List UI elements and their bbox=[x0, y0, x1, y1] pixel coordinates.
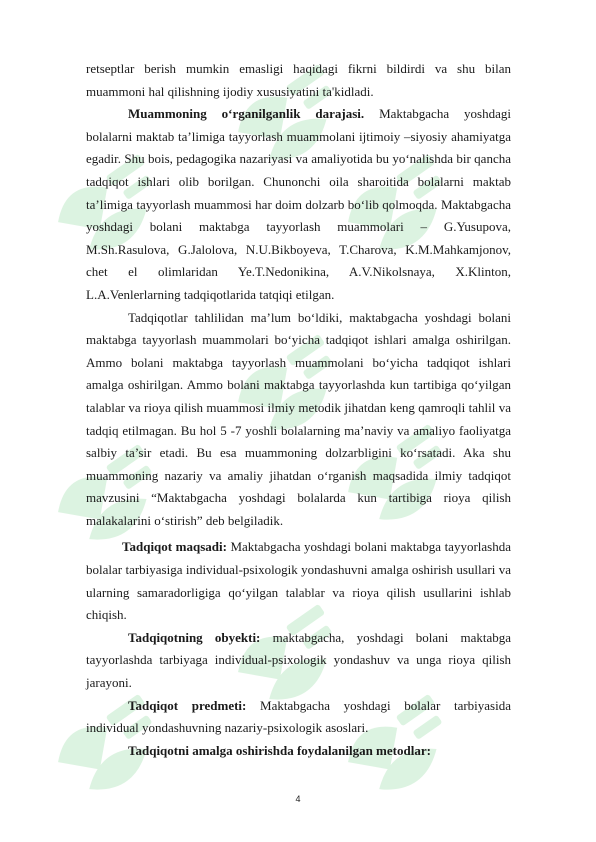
paragraph-analysis bbox=[86, 307, 511, 533]
paragraph-1-text: retseptlar berish mumkin emasligi haqidagi fikrni bildirdi va shu bilan muammoni hal qilishning ijodiy xususiyatini ta'kidladi. bbox=[86, 61, 511, 99]
paragraph-1 bbox=[86, 58, 511, 103]
paragraph-subject bbox=[86, 695, 511, 740]
body-text bbox=[86, 58, 511, 762]
paragraph-6-text: Maktabgacha yoshdagi bolalar tarbiyasida individual yondashuvning nazariy-psixologik asoslari. bbox=[86, 697, 511, 736]
page-number: 4 bbox=[295, 794, 301, 804]
paragraph-6-heading: Tadqiqot predmeti: bbox=[128, 697, 247, 713]
paragraph-4-heading: Tadqiqot maqsadi: bbox=[122, 539, 227, 555]
paragraph-2-text: Maktabgacha yoshdagi bolalarni maktab ta’limiga tayyorlash muammolani ijtimoiy –siyosiy ahamiyatga egadir. Shu bois, pedagogika nazariyasi va amaliyotida bu yo‘nalishda bir qancha tadqiqot ishlari olib borilgan. Chunonchi oila sharoitida bolalarni maktab ta’limiga tayyorlash muammosi har doim dolzarb bo‘lib qolmoqda. Maktabgacha yoshdagi bolani maktabga tayyorlash muammolari – G.Yusupova, M.Sh.Rasulova, G.Jalolova, N.U.Bikboyeva, T.Charova, K.M.Mahkamjonov, chet el olimlaridan Ye.T.Nedonikina, A.V.Nikolsnaya, X.Klinton, L.A.Venlerlarning tadqiqotlarida tatqiqi etilgan. bbox=[86, 106, 511, 302]
paragraph-5-text: maktabgacha, yoshdagi bolani maktabga tayyorlashda tarbiyaga individual-psixologik yondashuv va unga rioya qilish jarayoni. bbox=[86, 629, 511, 691]
paragraph-2-heading: Muammoning o‘rganilganlik darajasi. bbox=[128, 106, 365, 122]
paragraph-study-level bbox=[86, 103, 511, 306]
paragraph-goal bbox=[86, 536, 511, 626]
paragraph-methods bbox=[86, 740, 511, 763]
paragraph-object bbox=[86, 627, 511, 695]
paragraph-7-heading: Tadqiqotni amalga oshirishda foydalanilgan metodlar: bbox=[128, 742, 431, 758]
paragraph-3-text: Tadqiqotlar tahlilidan ma’lum bo‘ldiki, maktabgacha yoshdagi bolani maktabga tayyorlash muammolari bo‘yicha tadqiqot ishlari amalga oshirilgan. Ammo bolani maktabga tayyorlash muammolani bo‘yicha tadqiqot ishlari amalga oshirilgan. Ammo bolani maktabga tayyorlashda kun tartibiga qo‘yilgan talablar va rioya qilish muammosi ilmiy metodik jihatdan keng qamroqli tahlil va tadqiq etilmagan. Bu hol 5 -7 yoshli bolalarning ma’naviy va amaliyo faoliyatga salbiy ta’sir etadi. Bu esa muammoning dolzarbligini ko‘rsatadi. Aka shu muammoning nazariy va amaliy jihatdan o‘rganish maqsadida ilmiy tadqiqot mavzusini “Maktabgacha yoshdagi bolalarda kun tartibiga rioya qilish malakalarini o‘stirish” deb belgiladik. bbox=[86, 309, 511, 528]
paragraph-4-text: Maktabgacha yoshdagi bolani maktabga tayyorlashda bolalar tarbiyasiga individual-psixologik yondashuvni amalga oshirish usullari va ularning samaradorligiga qo‘yilgan talablar va rioya qilish usullarini ishlab chiqish. bbox=[86, 539, 511, 623]
paragraph-5-heading: Tadqiqotning obyekti: bbox=[128, 629, 261, 645]
